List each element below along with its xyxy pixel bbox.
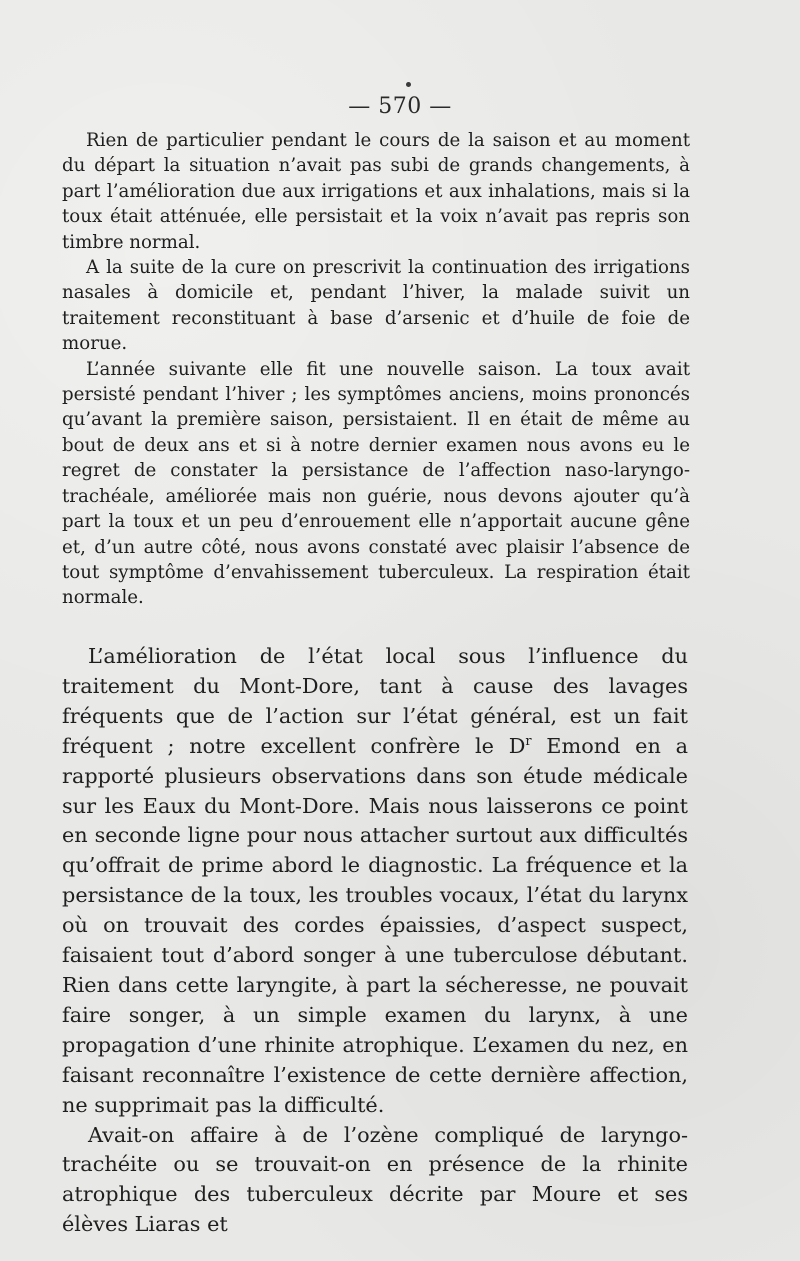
paragraph-3: L’année suivante elle fit une nouvelle saison. La toux avait persisté pendant l’hiver ; les symptômes anciens, moins prononcés qu’avant la première saison, persistaient. Il en était de même au bout de deux ans et si à notre dernier examen nous avons eu le regret de constater la persistance de l’affection naso-laryngo-trachéale, améliorée mais non guérie, nous devons ajouter qu’à part la toux et un peu d’enrouement elle n’apportait aucune gêne et, d’un autre côté, nous avons constaté avec plaisir l’absence de tout symptôme d’envahissement tuberculeux. La respiration était normale.	[62, 358, 690, 609]
small-text-section	[62, 128, 690, 611]
paragraph-4-part-2: Emond en a rapporté plusieurs observations dans son étude médicale sur les Eaux du Mont-Dore. Mais nous laisserons ce point en seconde ligne pour nous attacher surtout aux difficultés qu’offrait de prime abord le diagnostic. La fréquence et la persistance de la toux, les troubles vocaux, l’état du larynx où on trouvait des cordes épaissies, d’aspect suspect, faisaient tout d’abord songer à une tuberculose débutant. Rien dans cette laryngite, à part la sécheresse, ne pouvait faire songer, à un simple examen du larynx, à une propagation d’une rhinite atrophique. L’examen du nez, en faisant reconnaître l’existence de cette dernière affection, ne supprimait pas la difficulté.	[62, 733, 688, 1117]
paragraph-4-part-1: L’amélioration de l’état local sous l’influence du traitement du Mont-Dore, tant à cause des lavages fréquents que de l’action sur l’état général, est un fait fréquent ; notre excellent confrère le D	[62, 644, 688, 758]
paragraph-5: Avait-on affaire à de l’ozène compliqué de laryngo-trachéite ou se trouvait-on en présence de la rhinite atrophique des tuberculeux décrite par Moure et ses élèves Liaras et	[62, 1122, 688, 1237]
doctor-superscript: r	[525, 733, 532, 749]
paragraph-4	[62, 642, 688, 1121]
ink-speck	[406, 82, 411, 87]
paragraph-1: Rien de particulier pendant le cours de la saison et au moment du départ la situation n’avait pas subi de grands changements, à part l’amélioration due aux irrigations et aux inhalations, mais si la toux était atténuée, elle persistait et la voix n’avait pas repris son timbre normal.	[62, 130, 690, 253]
paragraph-2: A la suite de la cure on prescrivit la continuation des irrigations nasales à domicile et, pendant l’hiver, la malade suivit un traitement reconstituant à base d’arsenic et d’huile de foie de morue.	[62, 257, 690, 355]
large-text-section	[62, 642, 688, 1240]
page-number: — 570 —	[348, 94, 452, 119]
